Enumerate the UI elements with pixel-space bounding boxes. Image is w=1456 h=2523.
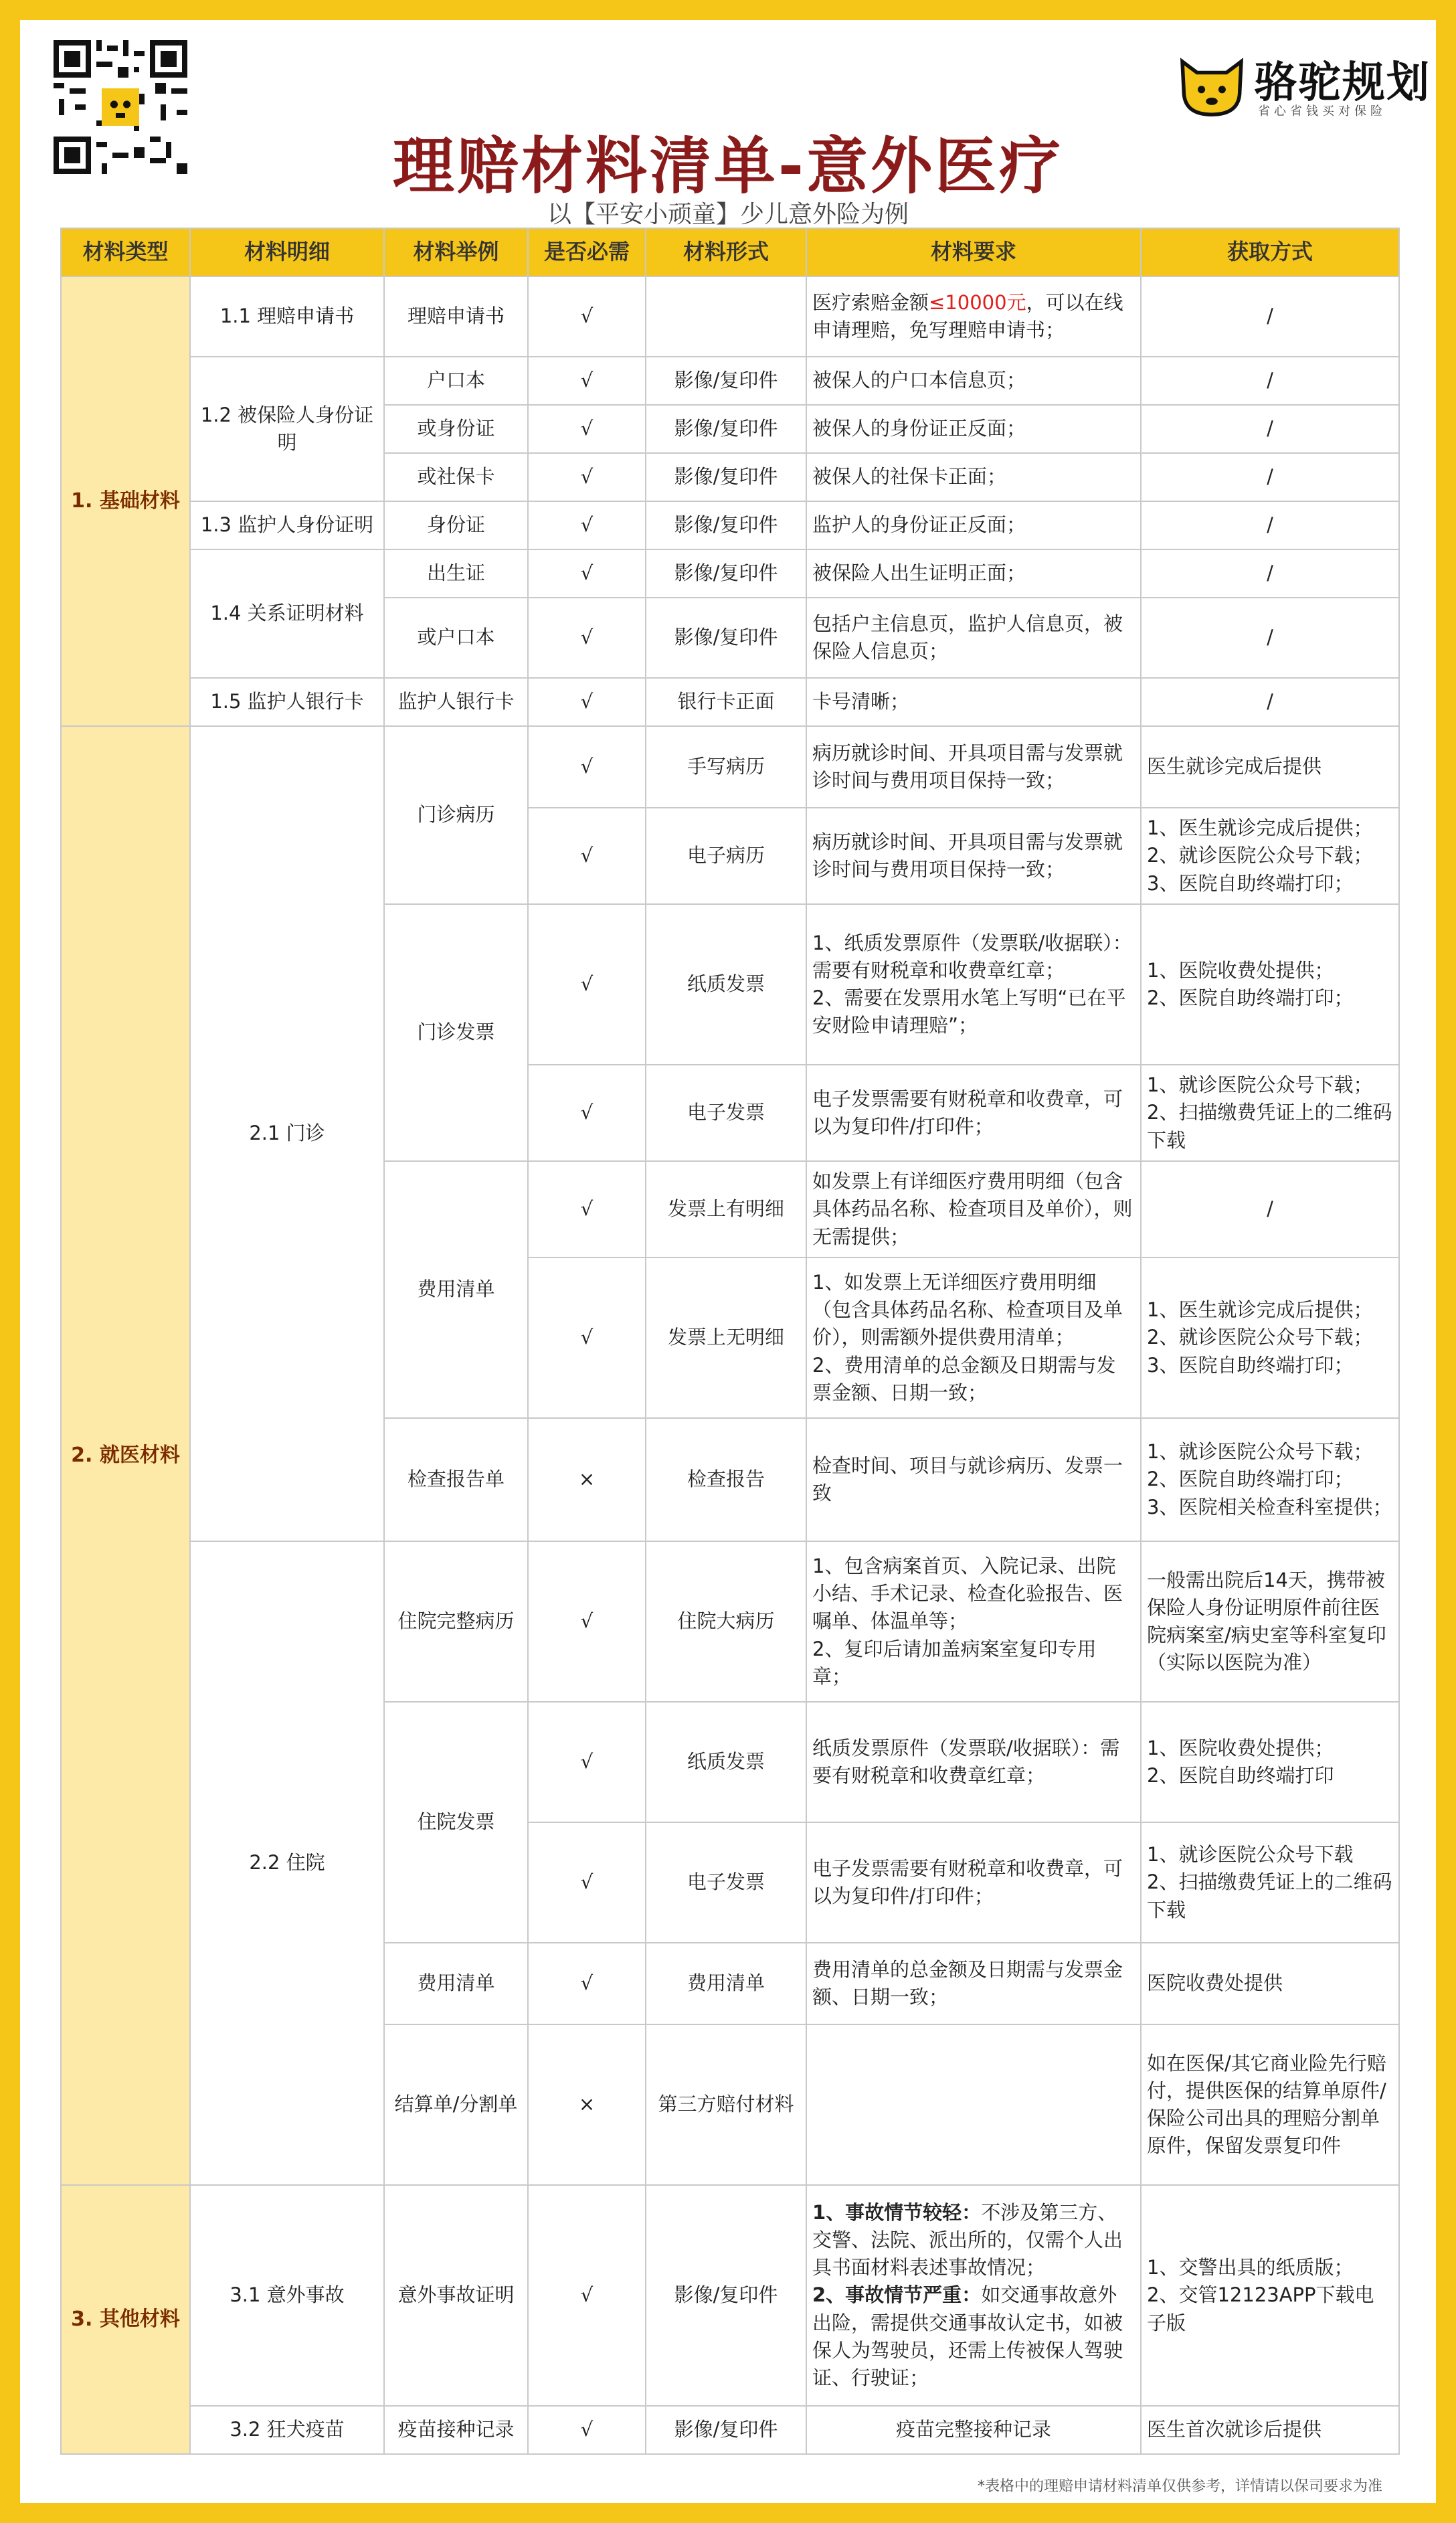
detail-cell: 1.4 关系证明材料 (190, 549, 384, 678)
form-cell: 影像/复印件 (646, 453, 806, 501)
example-cell: 或身份证 (384, 405, 528, 453)
obtain-cell: / (1141, 549, 1399, 598)
required-cell: √ (528, 598, 646, 678)
brand-slogan: 省心省钱买对保险 (1258, 104, 1386, 118)
requirement-cell (806, 2024, 1141, 2185)
obtain-cell: / (1141, 1161, 1399, 1257)
table-row (61, 2406, 1399, 2454)
requirement-cell: 病历就诊时间、开具项目需与发票就诊时间与费用项目保持一致； (806, 808, 1141, 904)
required-cell: √ (528, 808, 646, 904)
required-cell: √ (528, 2406, 646, 2454)
required-cell: √ (528, 453, 646, 501)
requirement-cell: 电子发票需要有财税章和收费章，可以为复印件/打印件； (806, 1065, 1141, 1161)
required-cell: √ (528, 1702, 646, 1822)
brand-header (1175, 47, 1431, 120)
form-cell: 手写病历 (646, 726, 806, 808)
required-cell: × (528, 1418, 646, 1541)
page-subtitle: 以【平安小顽童】少儿意外险为例 (547, 201, 909, 228)
detail-cell: 1.1 理赔申请书 (190, 276, 384, 357)
form-cell: 影像/复印件 (646, 2185, 806, 2406)
obtain-cell: 1、交警出具的纸质版； 2、交管12123APP下载电子版 (1141, 2185, 1399, 2406)
form-cell: 电子发票 (646, 1065, 806, 1161)
requirement-cell: 被保人的户口本信息页； (806, 357, 1141, 405)
obtain-cell: / (1141, 276, 1399, 357)
detail-cell: 1.3 监护人身份证明 (190, 501, 384, 549)
form-cell: 纸质发票 (646, 904, 806, 1065)
required-cell: √ (528, 405, 646, 453)
requirement-cell: 卡号清晰； (806, 678, 1141, 726)
serious-accident-label: 2、事故情节严重： (812, 2283, 982, 2307)
header-cell: 材料类型 (61, 228, 190, 276)
required-cell: √ (528, 1161, 646, 1257)
claims-materials-table (60, 228, 1400, 2455)
required-cell: √ (528, 678, 646, 726)
table-row (61, 726, 1399, 808)
form-cell: 检查报告 (646, 1418, 806, 1541)
required-cell: √ (528, 904, 646, 1065)
header-cell: 材料形式 (646, 228, 806, 276)
header-cell: 是否必需 (528, 228, 646, 276)
form-cell: 发票上无明细 (646, 1257, 806, 1418)
requirement-cell: 电子发票需要有财税章和收费章，可以为复印件/打印件； (806, 1822, 1141, 1943)
form-cell: 住院大病历 (646, 1541, 806, 1702)
form-cell: 影像/复印件 (646, 2406, 806, 2454)
requirement-cell: 被保人的身份证正反面； (806, 405, 1141, 453)
obtain-cell: 医生就诊完成后提供 (1141, 726, 1399, 808)
header-cell: 获取方式 (1141, 228, 1399, 276)
required-cell: √ (528, 1257, 646, 1418)
table-row (61, 357, 1399, 405)
detail-cell: 1.5 监护人银行卡 (190, 678, 384, 726)
required-cell: √ (528, 1943, 646, 2024)
detail-cell: 2.2 住院 (190, 1541, 384, 2185)
requirement-cell: 如发票上有详细医疗费用明细（包含具体药品名称、检查项目及单价），则无需提供； (806, 1161, 1141, 1257)
category-cell: 2. 就医材料 (61, 726, 190, 2185)
required-cell: √ (528, 276, 646, 357)
required-cell: √ (528, 549, 646, 598)
header-cell: 材料举例 (384, 228, 528, 276)
example-cell: 或户口本 (384, 598, 528, 678)
example-cell: 住院完整病历 (384, 1541, 528, 1702)
required-cell: √ (528, 1822, 646, 1943)
example-cell: 住院发票 (384, 1702, 528, 1943)
requirement-cell: 疫苗完整接种记录 (806, 2406, 1141, 2454)
obtain-cell: 一般需出院后14天，携带被保险人身份证明原件前往医院病案室/病史室等科室复印（实际以医院为准） (1141, 1541, 1399, 1702)
claims-table-wrap (60, 228, 1398, 2455)
example-cell: 疫苗接种记录 (384, 2406, 528, 2454)
required-cell: √ (528, 357, 646, 405)
requirement-cell: 被保人的社保卡正面； (806, 453, 1141, 501)
form-cell: 电子发票 (646, 1822, 806, 1943)
table-row (61, 276, 1399, 357)
minor-accident-label: 1、事故情节较轻： (812, 2200, 982, 2224)
requirement-cell: 包括户主信息页，监护人信息页，被保险人信息页； (806, 598, 1141, 678)
form-cell (646, 276, 806, 357)
example-cell: 费用清单 (384, 1161, 528, 1418)
detail-cell: 1.2 被保险人身份证明 (190, 357, 384, 501)
required-cell: √ (528, 1541, 646, 1702)
example-cell: 户口本 (384, 357, 528, 405)
example-cell: 结算单/分割单 (384, 2024, 528, 2185)
detail-cell: 2.1 门诊 (190, 726, 384, 1541)
example-cell: 检查报告单 (384, 1418, 528, 1541)
obtain-cell: / (1141, 357, 1399, 405)
obtain-cell: 1、医院收费处提供； 2、医院自助终端打印 (1141, 1702, 1399, 1822)
table-header-row (61, 228, 1399, 276)
form-cell: 影像/复印件 (646, 501, 806, 549)
required-cell: × (528, 2024, 646, 2185)
obtain-cell: 1、就诊医院公众号下载； 2、扫描缴费凭证上的二维码下载 (1141, 1065, 1399, 1161)
obtain-cell: / (1141, 678, 1399, 726)
form-cell: 发票上有明细 (646, 1161, 806, 1257)
page-title: 理赔材料清单-意外医疗 (392, 130, 1064, 202)
form-cell: 银行卡正面 (646, 678, 806, 726)
obtain-cell: / (1141, 405, 1399, 453)
brand-name: 骆驼规划 (1254, 58, 1431, 108)
example-cell: 费用清单 (384, 1943, 528, 2024)
example-cell: 监护人银行卡 (384, 678, 528, 726)
obtain-cell: 1、就诊医院公众号下载 2、扫描缴费凭证上的二维码下载 (1141, 1822, 1399, 1943)
header-cell: 材料明细 (190, 228, 384, 276)
requirement-cell: 费用清单的总金额及日期需与发票金额、日期一致； (806, 1943, 1141, 2024)
form-cell: 第三方赔付材料 (646, 2024, 806, 2185)
table-row (61, 1541, 1399, 1702)
obtain-cell: 1、医生就诊完成后提供； 2、就诊医院公众号下载； 3、医院自助终端打印； (1141, 1257, 1399, 1418)
example-cell: 意外事故证明 (384, 2185, 528, 2406)
table-row (61, 678, 1399, 726)
category-cell: 1. 基础材料 (61, 276, 190, 726)
table-row (61, 501, 1399, 549)
requirement-cell: 被保险人出生证明正面； (806, 549, 1141, 598)
header-cell: 材料要求 (806, 228, 1141, 276)
form-cell: 纸质发票 (646, 1702, 806, 1822)
required-cell: √ (528, 1065, 646, 1161)
required-cell: √ (528, 2185, 646, 2406)
page-frame (20, 20, 1436, 2503)
requirement-cell: 1、包含病案首页、入院记录、出院小结、手术记录、检查化验报告、医嘱单、体温单等； 2、复印后请加盖病案室复印专用章； (806, 1541, 1141, 1702)
detail-cell: 3.2 狂犬疫苗 (190, 2406, 384, 2454)
obtain-cell: 1、医院收费处提供； 2、医院自助终端打印； (1141, 904, 1399, 1065)
form-cell: 影像/复印件 (646, 549, 806, 598)
obtain-cell: 1、医生就诊完成后提供； 2、就诊医院公众号下载； 3、医院自助终端打印； (1141, 808, 1399, 904)
form-cell: 费用清单 (646, 1943, 806, 2024)
footnote: *表格中的理赔申请材料清单仅供参考，详情请以保司要求为准 (977, 2478, 1382, 2495)
requirement-cell: 检查时间、项目与就诊病历、发票一致 (806, 1418, 1141, 1541)
obtain-cell: 医院收费处提供 (1141, 1943, 1399, 2024)
requirement-cell: 1、事故情节较轻：不涉及第三方、交警、法院、派出所的，仅需个人出具书面材料表述事故情况； 2、事故情节严重：如交通事故意外出险，需提供交通事故认定书，如被保人为驾驶员，还需上传被保人驾驶证、行驶证； (806, 2185, 1141, 2406)
camel-logo-icon (1175, 47, 1249, 120)
example-cell: 门诊病历 (384, 726, 528, 904)
obtain-cell: 如在医保/其它商业险先行赔付，提供医保的结算单原件/保险公司出具的理赔分割单原件，保留发票复印件 (1141, 2024, 1399, 2185)
example-cell: 身份证 (384, 501, 528, 549)
obtain-cell: / (1141, 501, 1399, 549)
detail-cell: 3.1 意外事故 (190, 2185, 384, 2406)
category-cell: 3. 其他材料 (61, 2185, 190, 2454)
requirement-cell: 1、如发票上无详细医疗费用明细（包含具体药品名称、检查项目及单价），则需额外提供费用清单； 2、费用清单的总金额及日期需与发票金额、日期一致； (806, 1257, 1141, 1418)
requirement-cell: 1、纸质发票原件（发票联/收据联）：需要有财税章和收费章红章； 2、需要在发票用水笔上写明“已在平安财险申请理赔”； (806, 904, 1141, 1065)
table-row (61, 2185, 1399, 2406)
requirement-cell: 医疗索赔金额≤10000元，可以在线申请理赔，免写理赔申请书； (806, 276, 1141, 357)
required-cell: √ (528, 501, 646, 549)
form-cell: 影像/复印件 (646, 357, 806, 405)
table-row (61, 549, 1399, 598)
form-cell: 电子病历 (646, 808, 806, 904)
amount-limit: ≤10000元 (929, 290, 1026, 314)
example-cell: 或社保卡 (384, 453, 528, 501)
obtain-cell: / (1141, 453, 1399, 501)
obtain-cell: 1、就诊医院公众号下载； 2、医院自助终端打印； 3、医院相关检查科室提供； (1141, 1418, 1399, 1541)
form-cell: 影像/复印件 (646, 405, 806, 453)
example-cell: 出生证 (384, 549, 528, 598)
required-cell: √ (528, 726, 646, 808)
obtain-cell: / (1141, 598, 1399, 678)
form-cell: 影像/复印件 (646, 598, 806, 678)
example-cell: 理赔申请书 (384, 276, 528, 357)
requirement-cell: 病历就诊时间、开具项目需与发票就诊时间与费用项目保持一致； (806, 726, 1141, 808)
requirement-cell: 监护人的身份证正反面； (806, 501, 1141, 549)
obtain-cell: 医生首次就诊后提供 (1141, 2406, 1399, 2454)
requirement-cell: 纸质发票原件（发票联/收据联）：需要有财税章和收费章红章； (806, 1702, 1141, 1822)
example-cell: 门诊发票 (384, 904, 528, 1161)
